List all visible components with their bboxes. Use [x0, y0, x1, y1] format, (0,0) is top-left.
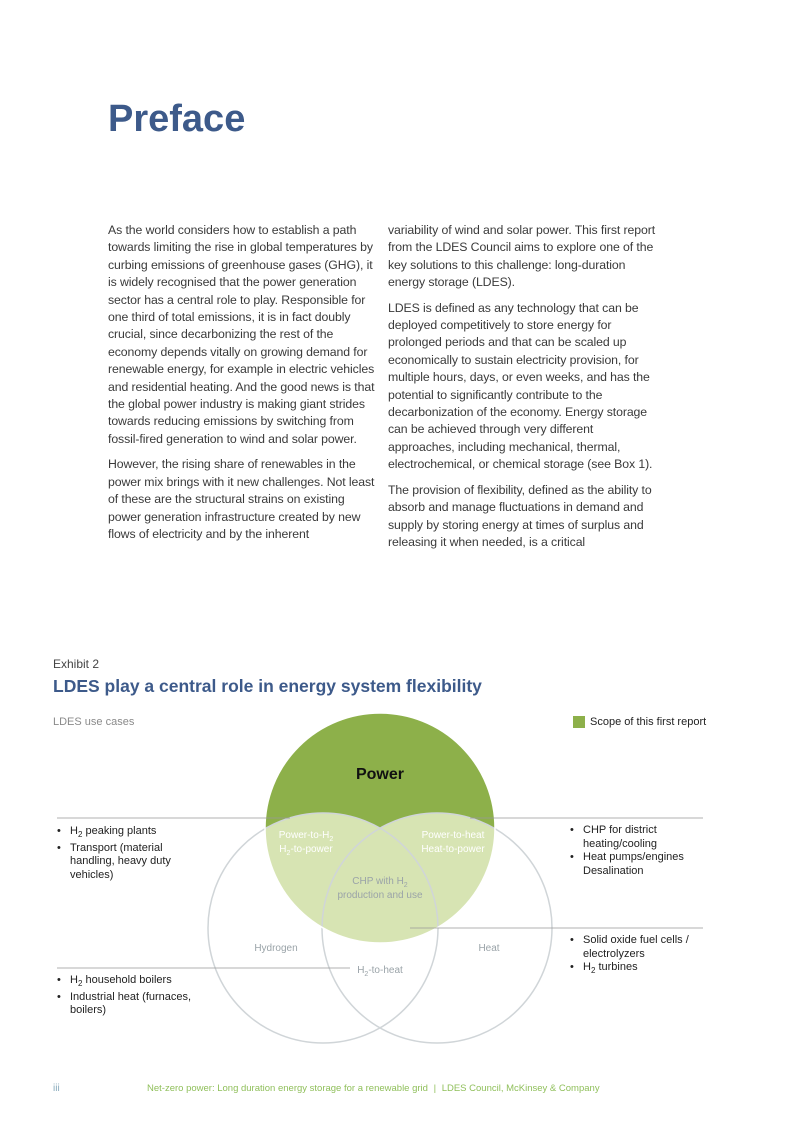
paragraph: variability of wind and solar power. This first report from the LDES Council aims to explore one of the key solutions to this challenge: long-duration energy storage (LDES). [388, 223, 656, 290]
list-item: • Transport (material handling, heavy duty vehicles) [57, 842, 177, 883]
paragraph: LDES is defined as any technology that can be deployed competitively to store energy for prolonged periods and that can be scaled up economically to sustain electricity provision, for multiple hours, days, or even weeks, and has the potential to significantly contribute to the decarbonization of the economy. Energy storage can be achieved through very different approaches, including mechanical, thermal, electrochemical, or chemical storage (see Box 1). [388, 300, 653, 472]
footer [147, 1083, 600, 1094]
callout-top-left [57, 825, 177, 882]
paragraph: However, the rising share of renewables in the power mix brings with it new challenges. Not least of these are the structural strains on existing power generation infrastructure created by new flows of electricity and by the inherent [108, 457, 375, 541]
hydrogen-label: Hydrogen [254, 943, 298, 954]
power-to-heat-label: Power-to-heat [421, 830, 485, 841]
h2-to-power-label: $H_2-to$-power [279, 844, 333, 857]
heat-to-power-label: Heat-to-power [421, 844, 485, 855]
heat-label: Heat [478, 943, 500, 954]
footer-title: Net-zero power: Long duration energy storage for a renewable grid [147, 1083, 428, 1094]
legend-label: Scope of this first report [590, 716, 707, 728]
list-item: • Heat pumps/engines Desalination [570, 851, 695, 878]
chp-label-line2: production and use [337, 890, 423, 901]
h2-to-heat-label: $H_2-to$-heat [357, 965, 403, 978]
use-cases-label: LDES use cases [53, 716, 135, 728]
list-item: • Solid oxide fuel cells / electrolyzers [570, 934, 700, 961]
list-item: • $H_2$ household boilers [57, 974, 197, 991]
paragraph: As the world considers how to establish a path towards limiting the rise in global temperatures by curbing emissions of greenhouse gases (GHG), it is widely recognised that the power generation sector has a central role to play. Responsible for one third of total emissions, it is in fact doubly crucial, since decarbonizing the rest of the economy depends vitally on growing demand for renewable energy, for example in electric vehicles and residential heating. And the good news is that the global power industry is making giant strides towards reducing emissions by switching from fossil-fired generation to wind and solar power. [108, 223, 375, 446]
list-item: • $H_2$ turbines [570, 961, 700, 978]
list-item: • $H_2$ peaking plants [57, 825, 177, 842]
chp-label: CHP with $H_2$ [352, 876, 408, 889]
exhibit-label: Exhibit 2 [53, 657, 100, 671]
exhibit-title: LDES play a central role in energy system flexibility [53, 676, 482, 696]
paragraph: The provision of flexibility, defined as the ability to absorb and manage fluctuations in demand and supply by storing energy at times of surplus and releasing it when needed, is a critical [388, 482, 652, 549]
footer-publisher: LDES Council, McKinsey & Company [441, 1083, 600, 1094]
list-item: • CHP for district heating/cooling [570, 824, 695, 851]
callout-bottom-left [57, 974, 197, 1018]
footer-separator: | [433, 1083, 437, 1094]
callout-top-right [570, 824, 695, 878]
callout-bottom-right [570, 934, 700, 978]
power-to-h2-label: Power-$to-H_2$ [278, 830, 334, 843]
page-title: Preface [108, 98, 246, 140]
page-number: iii [53, 1083, 60, 1094]
power-label: Power [355, 766, 405, 783]
list-item: • Industrial heat (furnaces, boilers) [57, 991, 197, 1018]
